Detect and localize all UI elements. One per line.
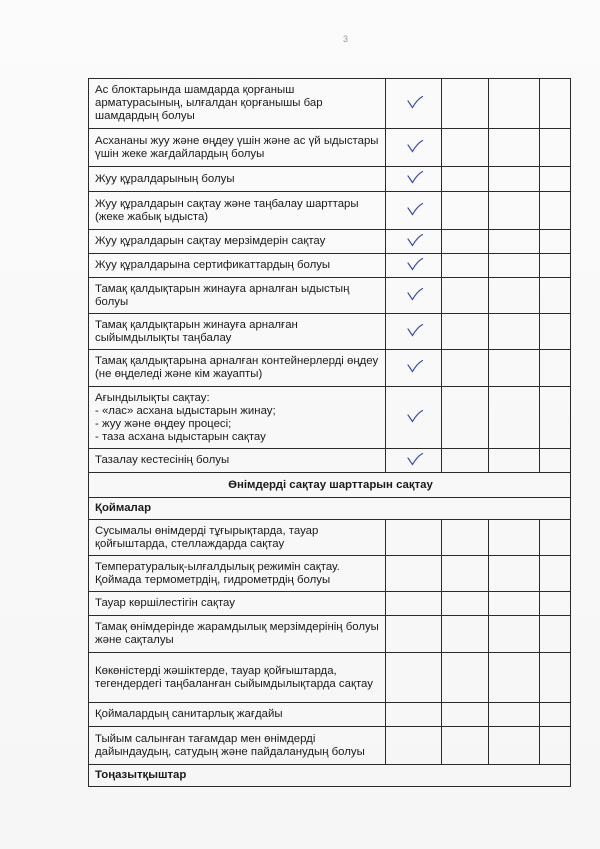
- empty-cell: [489, 254, 540, 278]
- checklist-row: [89, 278, 571, 314]
- empty-cell: [442, 616, 489, 653]
- empty-cell: [386, 703, 442, 727]
- empty-cell: [489, 387, 540, 449]
- checklist-row: [89, 727, 571, 765]
- checklist-row: [89, 653, 571, 703]
- check-cell: [386, 254, 442, 278]
- empty-cell: [442, 703, 489, 727]
- empty-cell: [489, 167, 540, 192]
- checklist-row: [89, 703, 571, 727]
- inspection-checklist-table: [88, 78, 571, 787]
- requirement-text: Тамақ қалдықтарын жинауға арналған ыдыстың болуы: [89, 278, 386, 314]
- requirement-text: Жуу құралдарын сақтау мерзімдерін сақтау: [89, 230, 386, 254]
- empty-cell: [489, 449, 540, 473]
- section-title: Өнімдерді сақтау шарттарын сақтау: [89, 473, 571, 498]
- requirement-text: Жуу құралдарына сертификаттардың болуы: [89, 254, 386, 278]
- requirement-text: Қоймалардың санитарлық жағдайы: [89, 703, 386, 727]
- empty-cell: [442, 192, 489, 230]
- empty-cell: [540, 387, 571, 449]
- empty-cell: [540, 350, 571, 387]
- empty-cell: [442, 254, 489, 278]
- check-cell: [386, 167, 442, 192]
- checklist-row: [89, 592, 571, 616]
- checkmark-icon: [406, 287, 424, 301]
- checkmark-icon: [406, 257, 424, 271]
- checklist-row: [89, 520, 571, 556]
- checklist-row: [89, 129, 571, 167]
- checklist-row: [89, 230, 571, 254]
- requirement-text: Температуралық-ылғалдылық режимін сақтау. Қоймада термометрдің, гидрометрдің болуы: [89, 556, 386, 592]
- requirement-text: Жуу құралдарын сақтау және таңбалау шарттары (жеке жабық ыдыста): [89, 192, 386, 230]
- empty-cell: [442, 350, 489, 387]
- requirement-text: Тауар көршілестігін сақтау: [89, 592, 386, 616]
- requirement-text: Сусымалы өнімдерді тұғырықтарда, тауар қойғыштарда, стеллаждарда сақтау: [89, 520, 386, 556]
- checkmark-icon: [406, 359, 424, 373]
- check-cell: [386, 278, 442, 314]
- empty-cell: [540, 278, 571, 314]
- empty-cell: [540, 79, 571, 129]
- subsection-title-storage: Қоймалар: [89, 498, 571, 520]
- subsection-row: [89, 765, 571, 787]
- requirement-text: Ағындылықты сақтау: - «лас» асхана ыдыстарын жинау; - жуу және өңдеу процесі; - таза асхана ыдыстарын сақтау: [89, 387, 386, 449]
- empty-cell: [442, 278, 489, 314]
- subsection-row: [89, 498, 571, 520]
- empty-cell: [540, 727, 571, 765]
- check-cell: [386, 387, 442, 449]
- empty-cell: [442, 387, 489, 449]
- empty-cell: [489, 520, 540, 556]
- checklist-row: [89, 350, 571, 387]
- empty-cell: [489, 350, 540, 387]
- empty-cell: [442, 314, 489, 350]
- check-cell: [386, 192, 442, 230]
- requirement-text: Асхананы жуу және өңдеу үшін және ас үй ыдыстары үшін жеке жағдайлардың болуы: [89, 129, 386, 167]
- empty-cell: [442, 449, 489, 473]
- checklist-row: [89, 449, 571, 473]
- empty-cell: [540, 314, 571, 350]
- page-number-mark: 3: [343, 34, 349, 44]
- empty-cell: [540, 129, 571, 167]
- empty-cell: [489, 79, 540, 129]
- empty-cell: [540, 167, 571, 192]
- empty-cell: [442, 167, 489, 192]
- empty-cell: [489, 278, 540, 314]
- empty-cell: [442, 592, 489, 616]
- checklist-row: [89, 556, 571, 592]
- checklist-row: [89, 387, 571, 449]
- empty-cell: [540, 449, 571, 473]
- empty-cell: [540, 616, 571, 653]
- empty-cell: [386, 556, 442, 592]
- empty-cell: [386, 616, 442, 653]
- empty-cell: [442, 230, 489, 254]
- empty-cell: [442, 520, 489, 556]
- empty-cell: [386, 592, 442, 616]
- empty-cell: [489, 192, 540, 230]
- check-cell: [386, 79, 442, 129]
- checklist-row: [89, 167, 571, 192]
- check-cell: [386, 449, 442, 473]
- empty-cell: [540, 653, 571, 703]
- empty-cell: [540, 254, 571, 278]
- check-cell: [386, 314, 442, 350]
- subsection-title-fridges: Тоңазытқыштар: [89, 765, 571, 787]
- check-cell: [386, 129, 442, 167]
- empty-cell: [386, 520, 442, 556]
- empty-cell: [386, 727, 442, 765]
- checklist-row: [89, 192, 571, 230]
- checklist-row: [89, 616, 571, 653]
- checkmark-icon: [406, 409, 424, 423]
- empty-cell: [489, 230, 540, 254]
- empty-cell: [442, 79, 489, 129]
- requirement-text: Көкөністерді жәшіктерде, тауар қойғыштарда, тегендердегі таңбаланған сыйымдылықтарда сақтау: [89, 653, 386, 703]
- requirement-text: Тазалау кестесінің болуы: [89, 449, 386, 473]
- empty-cell: [489, 592, 540, 616]
- empty-cell: [489, 616, 540, 653]
- requirement-text: Тамақ қалдықтарына арналған контейнерлерді өңдеу (не өңделеді және кім жауапты): [89, 350, 386, 387]
- empty-cell: [540, 520, 571, 556]
- requirement-text: Ас блоктарында шамдарда қорғаныш арматурасының, ылғалдан қорғанышы бар шамдардың болуы: [89, 79, 386, 129]
- checkmark-icon: [406, 452, 424, 466]
- empty-cell: [442, 129, 489, 167]
- requirement-text: Жуу құралдарының болуы: [89, 167, 386, 192]
- requirement-text: Тыйым салынған тағамдар мен өнімдерді дайындаудың, сатудың және пайдаланудың болуы: [89, 727, 386, 765]
- empty-cell: [489, 653, 540, 703]
- empty-cell: [442, 727, 489, 765]
- check-cell: [386, 230, 442, 254]
- section-header-row: [89, 473, 571, 498]
- empty-cell: [442, 653, 489, 703]
- checklist-row: [89, 314, 571, 350]
- empty-cell: [489, 703, 540, 727]
- checkmark-icon: [406, 202, 424, 216]
- checklist-row: [89, 79, 571, 129]
- checklist-row: [89, 254, 571, 278]
- empty-cell: [386, 653, 442, 703]
- empty-cell: [489, 129, 540, 167]
- empty-cell: [489, 314, 540, 350]
- empty-cell: [540, 556, 571, 592]
- checkmark-icon: [406, 233, 424, 247]
- check-cell: [386, 350, 442, 387]
- empty-cell: [540, 592, 571, 616]
- empty-cell: [442, 556, 489, 592]
- checkmark-icon: [406, 95, 424, 109]
- checkmark-icon: [406, 323, 424, 337]
- checkmark-icon: [406, 170, 424, 184]
- empty-cell: [489, 556, 540, 592]
- empty-cell: [540, 192, 571, 230]
- empty-cell: [540, 230, 571, 254]
- requirement-text: Тамақ өнімдерінде жарамдылық мерзімдерінің болуы және сақталуы: [89, 616, 386, 653]
- checkmark-icon: [406, 139, 424, 153]
- empty-cell: [489, 727, 540, 765]
- empty-cell: [540, 703, 571, 727]
- requirement-text: Тамақ қалдықтарын жинауға арналған сыйымдылықты таңбалау: [89, 314, 386, 350]
